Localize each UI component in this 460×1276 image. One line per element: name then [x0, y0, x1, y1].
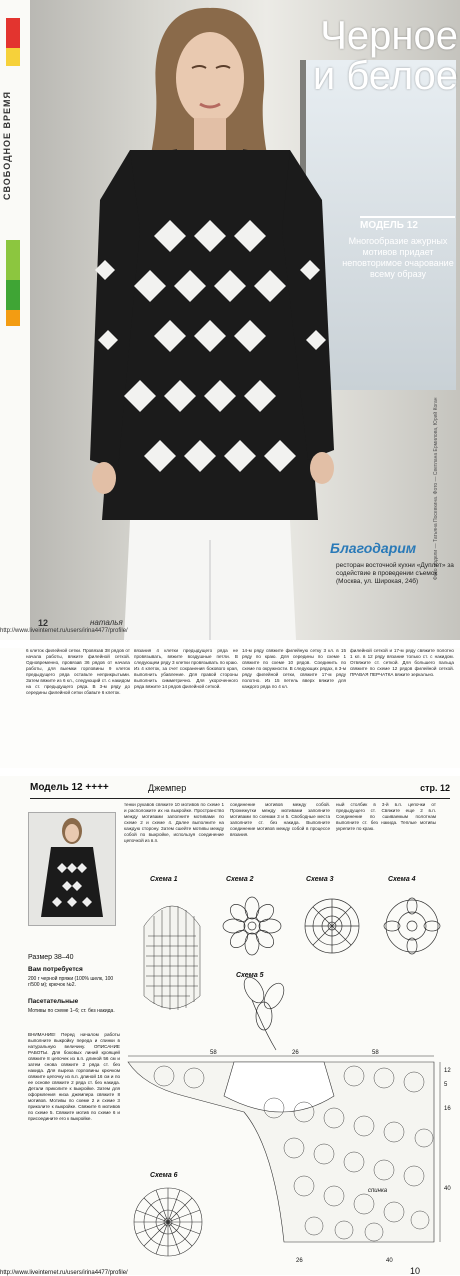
- text-column: вязания 4 клетки предыдущего ряда не провязывать, вяжите воздушные петли. В следующем ряду 3 клетки провязывать по краю. Из 4 клеток, за счет сохранения бокового края, выполнить убавление. Для правой стороны выполнить симметрично. Для укороченного ряда вяжите 14 рядов филейной сеткой.: [134, 648, 238, 689]
- work-description: ВНИМАНИЕ! Перед началом работы выполните выкройку переда и спинки в натуральную величину. ОПИСАНИЕ РАБОТЫ. Для боковых линий кроящей свяжите 8 цепочек из в.п. длиной 56 см и затем снова свяжите 2 ряда ст. без накида. Для выреза горловины крючком свяжите цепочку из в.п. длиной 16 см и по ее основе свяжите 2 ряда ст. без накида. Детали приколите к выкройке. Затем для оформления низа джемпера свяжите 8 мотивов. Мотивы по схеме 2 и схеме 3 приколите к выкройке. Свяжите 6 мотивов по схеме 5. Свяжите мотив по схеме 6 и присоедините его к выкройке.: [28, 1032, 120, 1121]
- dimension-right: 5: [444, 1082, 448, 1088]
- dimension-right: 40: [444, 1186, 451, 1192]
- scheme-label: Схема 2: [226, 876, 254, 883]
- color-bar-orange: [6, 310, 20, 326]
- source-url[interactable]: http://www.liveinternet.ru/users/irina4477/profile/: [0, 628, 128, 634]
- page-title: [228, 16, 458, 96]
- dimension-bottom: 40: [386, 1258, 393, 1264]
- scheme-5-diagram: [240, 974, 288, 1050]
- title-line-2: и белое: [312, 54, 458, 98]
- dimension-top: 58: [372, 1050, 379, 1056]
- model-label: МОДЕЛЬ 12: [360, 216, 455, 231]
- text-column: 14-м ряду свяжите филейную сетку 3 кл. в 15 ряду по краю. Для середины по схеме 1 свяжите по схеме 10 рядов. Соединить по схеме по окружности. В следующих рядах, в 3-м ряду филейной сетки, свяжите 17-м ряду полотно. Из 15 петель вверх вяжите для каждого ряда по 4 кл.: [242, 648, 346, 689]
- assembly-diagram: [128, 1062, 434, 1242]
- pattern-page: [0, 776, 460, 1275]
- stitches-label: Пасетательные: [28, 998, 79, 1005]
- crochet-schemes: [124, 886, 454, 1261]
- text-column: ный столбик в 3-й в.п. цепочки от предыдущего ст. Свяжите еще 2 в.п. Соединение по сшиваемым полотнам выполните ст. без накида. Теплые мотивы укрепите по краю.: [336, 802, 436, 831]
- dimension-right: 16: [444, 1106, 451, 1112]
- materials-label: Вам потребуется: [28, 966, 83, 973]
- color-bar-green: [6, 280, 20, 310]
- text-column: филейной сеткой и 17-м ряду свяжите полотно 1 кл. в 12 ряду вязание только ст. с накидом. Отвяжите ст. сеткой. Для большего пальца свяжите по схеме 12 рядов филейной сеткой. ПРАВАЯ ПЕРЧАТКА вяжите зеркально.: [350, 648, 454, 677]
- scheme-label: Схема 1: [150, 876, 178, 883]
- source-url[interactable]: http://www.liveinternet.ru/users/irina4477/profile/: [0, 1270, 128, 1276]
- dimension-right: 12: [444, 1068, 451, 1074]
- model-header-type: Джемпер: [148, 783, 187, 793]
- model-description: Многообразие ажурных мотивов придает неповторимое очарование всему образу: [342, 236, 454, 279]
- scheme-2-diagram: [223, 897, 281, 955]
- thanks-title: Благодарим: [330, 540, 417, 556]
- size-label: Размер 38–40: [28, 954, 74, 961]
- scheme-6-diagram: [134, 1188, 202, 1256]
- scheme-4-diagram: [384, 898, 440, 954]
- color-bar-yellow: [6, 48, 20, 66]
- materials-text: 200 г черной пряжи (100% шелк, 100 г/500 м); крючок №2.: [28, 976, 114, 988]
- scheme-label: Схема 3: [306, 876, 334, 883]
- model-header-page: стр. 12: [420, 783, 450, 793]
- title-line-1: Черное: [320, 14, 458, 58]
- scheme-label: Схема 4: [388, 876, 416, 883]
- dimension-top: 58: [210, 1050, 217, 1056]
- dimension-top: 26: [292, 1050, 299, 1056]
- text-column: 6 клеток филейной сетки. Провязав 38 рядов от начала работы, вяжите филейной сеткой. Одновременно, провязав 36 рядов от начала работы, для выемки горловины 9 клеток предыдущего ряда оставьте неприкрытыми. Затем вяжите из 6 кл., следующий ст. с накидом на ст. предыдущего ряда. В 3-м ряду до середины филейной сетки сбавьте 6 клеток.: [26, 648, 130, 695]
- thumbnail-figure: [29, 813, 115, 925]
- scheme-label: Схема 5: [236, 972, 264, 979]
- model-thumbnail: [28, 812, 116, 926]
- instructions-text-strip: [0, 648, 460, 768]
- magazine-name: наталья: [90, 618, 123, 627]
- scheme-3-diagram: [305, 899, 359, 953]
- section-label: СВОБОДНОЕ ВРЕМЯ: [2, 90, 12, 200]
- photo-credits: Фото модели — Татьяна Посевкина. Фото — Светлана Ермилова, Юрий Коган: [433, 397, 439, 580]
- model-photo: [60, 0, 350, 640]
- model-header: [30, 782, 450, 799]
- dimension-bottom: 26: [296, 1258, 303, 1264]
- thanks-text: ресторан восточной кухни «Дуплет» за содействие в проведении съемок (Москва, ул. Широкая, 24б): [336, 562, 454, 585]
- text-column: соединение мотивов между собой. Промежутки между мотивами заполните мотивами по схемам 3 и 5. Свободные места заполните ст. без накида. Выполните соединение мотивов между собой в процессе вязания.: [230, 802, 330, 837]
- model-header-title: Модель 12 ++++: [30, 782, 109, 793]
- color-bar-red: [6, 18, 20, 48]
- back-label: спинка: [368, 1188, 388, 1194]
- stitches-text: Мотивы по схеме 1–6; ст. без накида.: [28, 1008, 115, 1014]
- page-number: 10: [410, 1266, 421, 1276]
- page-number: 12: [38, 618, 49, 628]
- color-bar-lightgreen: [6, 240, 20, 280]
- scheme-1-diagram: [144, 906, 200, 1010]
- scheme-label: Схема 6: [150, 1172, 178, 1179]
- text-column: тенки рукавов свяжите 10 мотивов по схеме 1 и расположите их на выкройке. Пространство между мотивами заполните мотивами по схеме 2 и схеме 4. Далее выполните на каждую сторону. Затем сшейте мотивы между собой по выкройке, используя соединение цепочкой из в.п.: [124, 802, 224, 843]
